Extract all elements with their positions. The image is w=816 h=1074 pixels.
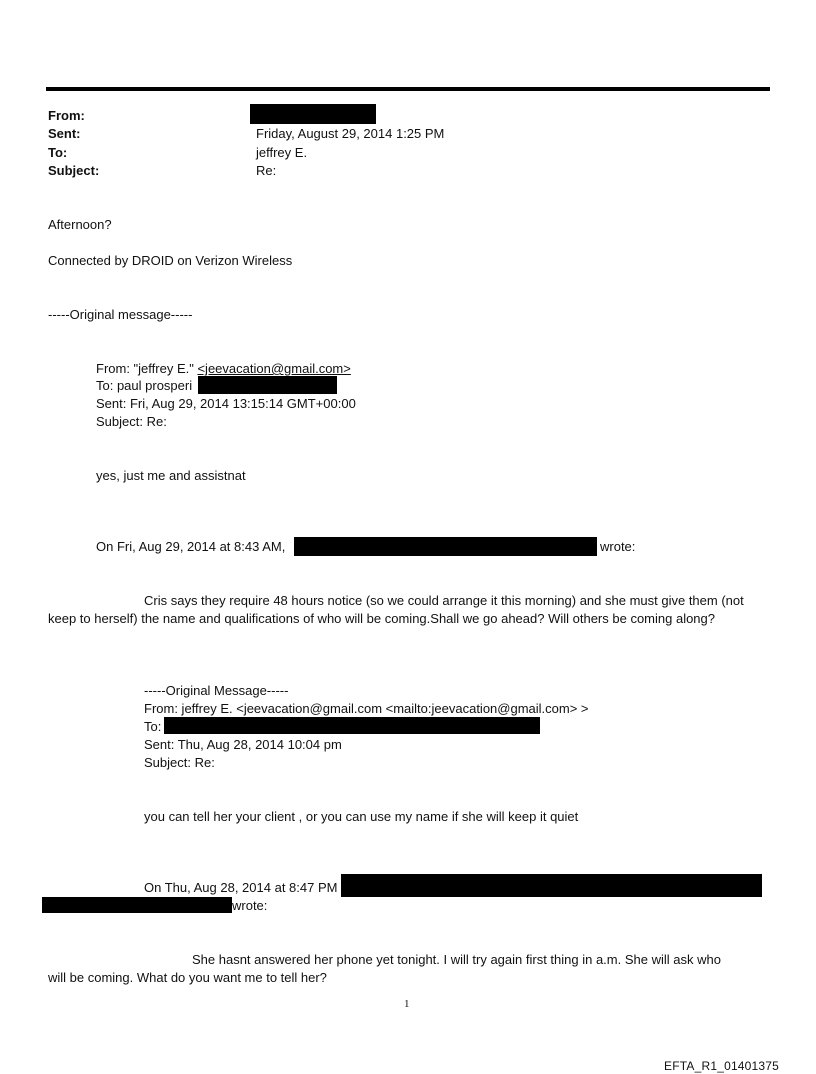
- redaction-quote1-to: [198, 376, 337, 394]
- quote1-to: To: paul prosperi: [96, 378, 193, 393]
- quote1-from: [96, 361, 351, 377]
- quote3-from: From: jeffrey E. <jeevacation@gmail.com <mailto:jeevacation@gmail.com> >: [144, 701, 589, 716]
- quote3-on-line: On Thu, Aug 28, 2014 at 8:47 PM: [144, 880, 338, 895]
- sent-value: Friday, August 29, 2014 1:25 PM: [256, 126, 445, 141]
- redaction-quote3-sender-line1: [341, 874, 762, 897]
- quote1-sent: Sent: Fri, Aug 29, 2014 13:15:14 GMT+00:00: [96, 396, 356, 411]
- quote4-paragraph-line1: She hasnt answered her phone yet tonight. I will try again first thing in a.m. She will ask who: [192, 952, 721, 967]
- quote1-from-email[interactable]: <jeevacation@gmail.com>: [197, 361, 351, 376]
- header-rule: [46, 87, 770, 91]
- quote2-paragraph-line1: Cris says they require 48 hours notice (so we could arrange it this morning) and she must give them (not: [144, 593, 744, 608]
- sent-label: Sent:: [48, 126, 81, 141]
- redaction-quote1-sender: [294, 537, 597, 556]
- quote1-subject: Subject: Re:: [96, 414, 167, 429]
- quote3-divider: -----Original Message-----: [144, 683, 289, 698]
- page-number: 1: [404, 998, 410, 1010]
- quote1-on-line: On Fri, Aug 29, 2014 at 8:43 AM,: [96, 539, 286, 554]
- quote3-wrote: wrote:: [232, 898, 268, 913]
- from-label: From:: [48, 108, 85, 123]
- quote3-sent: Sent: Thu, Aug 28, 2014 10:04 pm: [144, 737, 342, 752]
- quote3-message: you can tell her your client , or you can use my name if she will keep it quiet: [144, 809, 579, 824]
- quote2-paragraph-line2: keep to herself) the name and qualifications of who will be coming.Shall we go ahead? Will others be coming along?: [48, 611, 715, 626]
- quote3-subject: Subject: Re:: [144, 755, 215, 770]
- subject-label: Subject:: [48, 163, 100, 178]
- redaction-from: [250, 104, 376, 124]
- body-line-afternoon: Afternoon?: [48, 217, 112, 232]
- quote3-to: To:: [144, 719, 162, 734]
- quote1-message: yes, just me and assistnat: [96, 468, 246, 483]
- original-message-divider: -----Original message-----: [48, 307, 193, 322]
- subject-value: Re:: [256, 163, 277, 178]
- quote1-wrote: wrote:: [600, 539, 636, 554]
- to-value: jeffrey E.: [256, 145, 308, 160]
- document-id: EFTA_R1_01401375: [664, 1059, 780, 1073]
- quote1-from-prefix: From: "jeffrey E.": [96, 361, 198, 376]
- redaction-quote3-to: [164, 717, 540, 734]
- to-label: To:: [48, 145, 68, 160]
- redaction-quote3-sender-line2: [42, 897, 232, 913]
- quote4-paragraph-line2: will be coming. What do you want me to tell her?: [48, 970, 327, 985]
- body-signature: Connected by DROID on Verizon Wireless: [48, 253, 293, 268]
